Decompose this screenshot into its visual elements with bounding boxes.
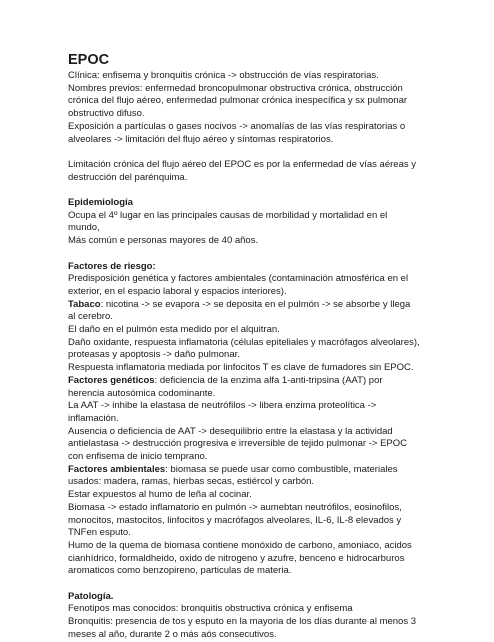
patologia-heading: Patología. <box>68 590 114 602</box>
epidemiologia-paragraph-2: Más común e personas mayores de 40 años. <box>68 235 259 247</box>
spacer <box>68 578 420 591</box>
predisposicion-paragraph: Predisposición genética y factores ambientales (contaminación atmosférica en el exterior, en el espacio laboral y espacios interiores). <box>68 273 409 297</box>
factores-heading: Factores de riesgo: <box>68 260 156 272</box>
tabaco-paragraph <box>68 299 420 324</box>
dano-oxidante-paragraph: Daño oxidante, respuesta inflamatoria (células epiteliales y macrófagos alveolares), proteasas y apoptosis -> daño pulmonar. <box>68 336 420 361</box>
geneticos-text: : deficiencia de la enzima alfa 1-anti-tripsina (AAT) por herencia autosómica codominante. <box>68 374 383 399</box>
ambientales-text: : biomasa se puede usar como combustible, materiales usados: madera, ramas, hierbas secas, estiércol y carbón. <box>68 463 398 488</box>
epidemiologia-paragraph-1: Ocupa el 4º lugar en las principales causas de morbilidad y mortalidad en el mundo, <box>68 209 388 234</box>
humo-quema-paragraph: Humo de la quema de biomasa contiene monóxido de carbono, amoniaco, acidos cianhídrico, formaldheido, oxido de nitrogeno y azufre, benceno e hidrocarburos aromaticos como benzopireno, particulas de materia. <box>68 539 412 577</box>
document-title: EPOC <box>68 52 110 68</box>
spacer <box>68 248 420 261</box>
fenotipos-paragraph: Fenotipos mas conocidos: bronquitis obstructiva crónica y enfisema <box>68 603 353 615</box>
linfocitos-paragraph: Respuesta inflamatoria mediada por linfocitos T es clave de fumadores sin EPOC. <box>68 362 414 374</box>
humo-lena-paragraph: Estar expuestos al humo de leña al cocinar. <box>68 489 252 501</box>
tabaco-text: : nicotina -> se evapora -> se deposita en el pulmón -> se absorbe y llega al cerebro. <box>68 298 411 323</box>
exposicion-paragraph: Exposición a partículas o gases nocivos -> anomalías de las vías respiratorias o alveolares -> limitación del flujo aéreo y síntomas respiratorios. <box>68 120 406 145</box>
alquitran-paragraph: El daño en el pulmón esta medido por el alquitran. <box>68 324 280 336</box>
ambientales-paragraph <box>68 464 420 489</box>
bronquitis-paragraph: Bronquitis: presencia de tos y esputo en la mayoria de los días durante al menos 3 meses al año, durante 2 o más aós consecutivos. <box>68 616 417 640</box>
epidemiologia-heading: Epidemiología <box>68 197 133 208</box>
limitacion-paragraph: Limitación crónica del flujo aéreo del EPOC es por la enfermedad de vías aéreas y destrucción del parénquima. <box>68 158 416 183</box>
tabaco-label: Tabaco <box>68 298 101 310</box>
ambientales-label: Factores ambientales <box>68 463 166 475</box>
spacer <box>68 146 420 159</box>
aat-deficiencia-paragraph: Ausencia o deficiencia de AAT -> desequilibrio entre la elastasa y la actividad antielastasa -> destrucción progresiva e irreversible de tejido pulmonar -> EPOC con enfisema de inicio temprano. <box>68 425 407 463</box>
geneticos-label: Factores genéticos <box>68 374 155 386</box>
clinica-paragraph: Clínica: enfisema y bronquitis crónica -> obstrucción de vías respiratorias. <box>68 70 379 81</box>
document-page <box>68 52 420 642</box>
geneticos-paragraph <box>68 375 420 400</box>
spacer <box>68 184 420 197</box>
biomasa-paragraph: Biomasa -> estado inflamatorio en pulmón -> aumebtan neutrófilos, eosinofilos, monocitos, mastocitos, linfocitos y macrófagos alveolares, IL-6, IL-8 elevados y TNFen esputo. <box>68 501 402 539</box>
nombres-previos-paragraph: Nombres previos: enfermedad broncopulmonar obstructiva crónica, obstrucción crónica del flujo aéreo, enfermedad pulmonar crónica inespecífica y sx pulmonar obstructivo difuso. <box>68 82 408 120</box>
aat-paragraph: La AAT -> inhibe la elastasa de neutrófilos -> libera enzima proteolítica -> inflamación. <box>68 400 377 424</box>
